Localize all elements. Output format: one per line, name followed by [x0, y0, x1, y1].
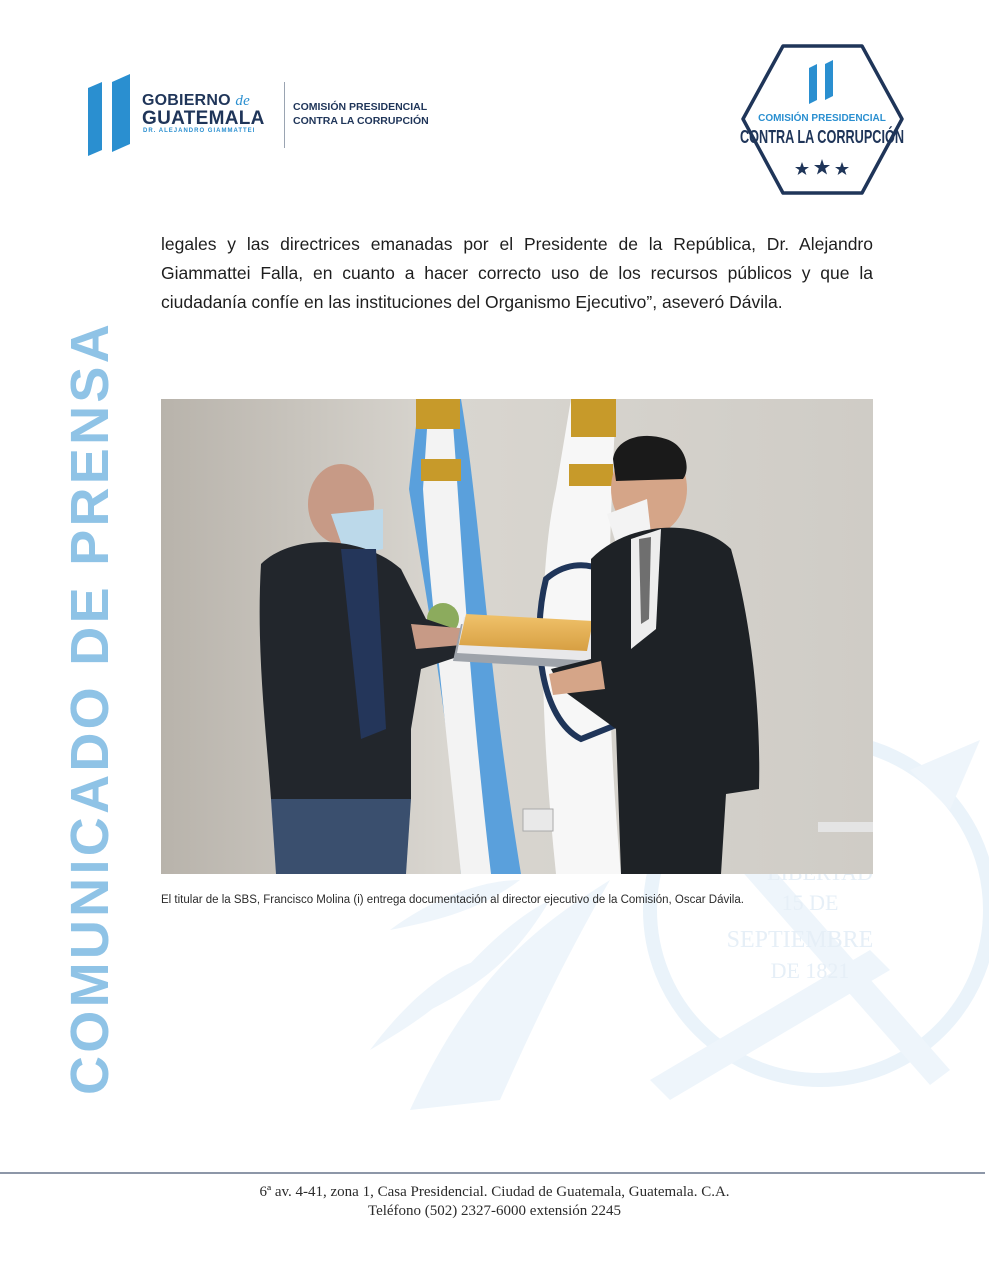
guatemala-word: GUATEMALA — [142, 108, 265, 129]
footer-phone: Teléfono (502) 2327-6000 extensión 2245 — [367, 1203, 622, 1219]
star-icon — [795, 162, 809, 175]
gobierno-de-word: de — [235, 93, 250, 109]
footer-divider — [0, 1172, 985, 1174]
watermark-text-2: 15 DE — [781, 890, 839, 915]
gobierno-guatemala-logo — [86, 74, 466, 156]
logo-divider — [284, 82, 285, 148]
documents-stack — [453, 614, 601, 669]
president-name: DR. ALEJANDRO GIAMMATTEI — [143, 128, 256, 134]
star-icon — [814, 159, 830, 175]
government-bars-logo — [86, 74, 134, 156]
cpc-line-1: COMISIÓN PRESIDENCIAL — [293, 101, 428, 113]
star-icon — [835, 162, 849, 175]
gobierno-word: GOBIERNO — [142, 92, 231, 109]
body-paragraph: legales y las directrices emanadas por el Presidente de la República, Dr. Alejandro Giammattei Falla, en cuanto a hacer correcto uso de los recursos públicos y que la ciudadanía confíe en las instituciones del Organismo Ejecutivo”, aseveró Dávila. — [161, 234, 873, 313]
footer-address: 6ª av. 4-41, zona 1, Casa Presidencial. Ciudad de Guatemala, Guatemala. C.A. — [259, 1184, 730, 1200]
comunicado-de-prensa-title: COMUNICADO DE PRENSA — [60, 320, 120, 1095]
badge-line-2: CONTRA LA CORRUPCIÓN — [740, 127, 973, 147]
photo-caption: El titular de la SBS, Francisco Molina (i) entrega documentación al director ejecutivo de la Comisión, Oscar Dávila. — [161, 894, 744, 906]
watermark-text-3: SEPTIEMBRE — [726, 927, 874, 953]
badge-line-1: COMISIÓN PRESIDENCIAL — [758, 113, 886, 124]
cpc-wordmark — [293, 100, 429, 128]
press-photo — [161, 399, 873, 874]
cpc-line-2: CONTRA LA CORRUPCIÓN — [293, 115, 429, 127]
watermark-text-4: DE 1821 — [770, 958, 850, 983]
commission-hexagon-badge — [735, 42, 973, 197]
